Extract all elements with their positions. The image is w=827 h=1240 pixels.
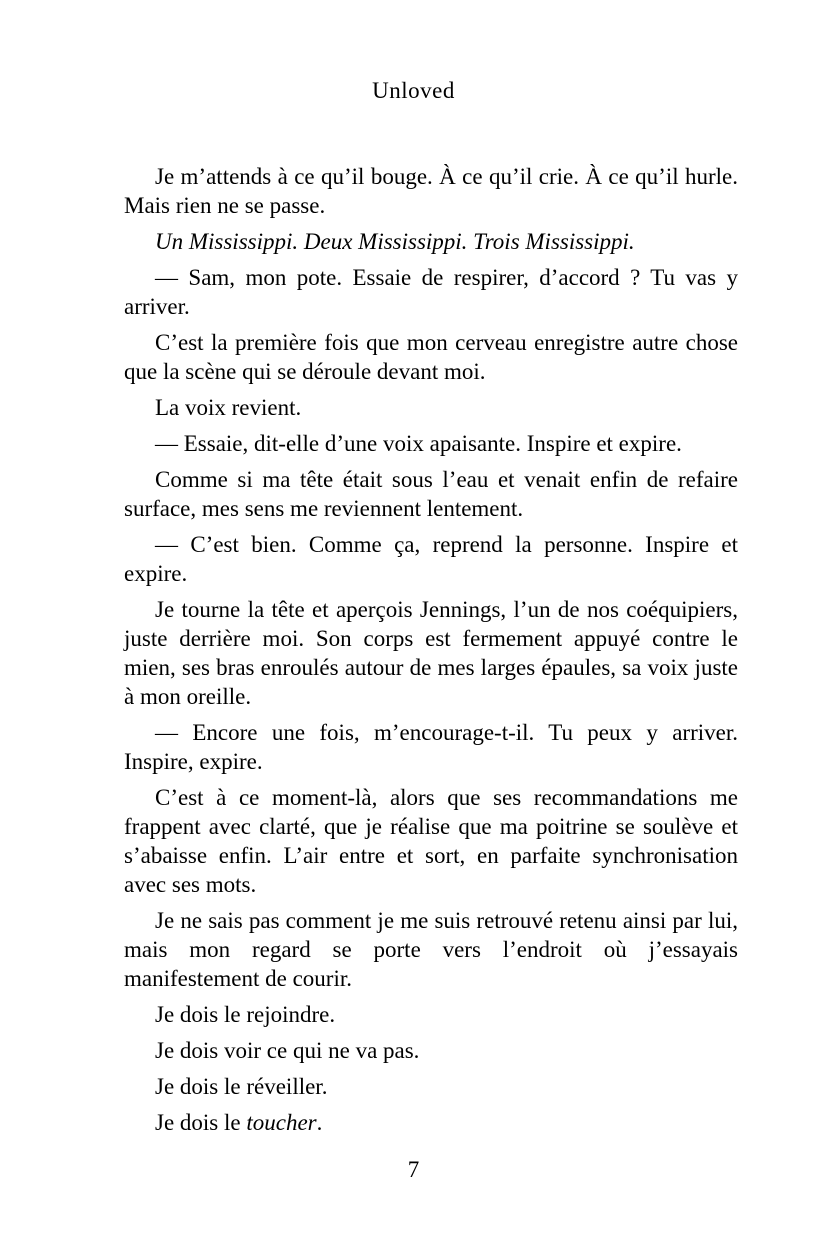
italic-text: toucher: [246, 1110, 317, 1135]
paragraph: — Essaie, dit-elle d’une voix apaisante. Inspire et expire.: [155, 431, 682, 456]
paragraph: [124, 1108, 738, 1137]
paragraph: — Sam, mon pote. Essaie de respirer, d’accord ? Tu vas y arriver.: [124, 265, 738, 319]
paragraph: Je ne sais pas comment je me suis retrouvé retenu ainsi par lui, mais mon regard se porte vers l’endroit où j’essayais manifestement de courir.: [124, 908, 738, 991]
running-header-title: Unloved: [372, 78, 455, 103]
paragraph: Je m’attends à ce qu’il bouge. À ce qu’il crie. À ce qu’il hurle. Mais rien ne se passe.: [124, 164, 738, 218]
paragraph: C’est la première fois que mon cerveau enregistre autre chose que la scène qui se déroule devant moi.: [124, 330, 738, 384]
paragraph: — C’est bien. Comme ça, reprend la personne. Inspire et expire.: [124, 532, 738, 586]
paragraph-italic: [124, 227, 738, 256]
paragraph: — Encore une fois, m’encourage-t-il. Tu peux y arriver. Inspire, expire.: [124, 720, 738, 774]
page-number: 7: [407, 1157, 420, 1182]
text-run: .: [316, 1110, 323, 1135]
paragraph: C’est à ce moment-là, alors que ses recommandations me frappent avec clarté, que je réalise que ma poitrine se soulève et s’abaisse enfin. L’air entre et sort, en parfaite synchronisation avec ses mots.: [124, 785, 738, 897]
paragraph: Je dois le rejoindre.: [155, 1002, 336, 1027]
italic-text: Un Mississippi. Deux Mississippi. Trois Mississippi.: [155, 229, 635, 254]
paragraph: La voix revient.: [155, 395, 302, 420]
text-run: Je dois le: [155, 1110, 247, 1135]
paragraph: Je tourne la tête et aperçois Jennings, l’un de nos coéquipiers, juste derrière moi. Son corps est fermement appuyé contre le mien, ses bras enroulés autour de mes larges épaules, sa voix juste à mon oreille.: [124, 597, 738, 709]
paragraph: Comme si ma tête était sous l’eau et venait enfin de refaire surface, mes sens me reviennent lentement.: [124, 467, 738, 521]
paragraph: Je dois le réveiller.: [155, 1074, 328, 1099]
body-text: [124, 162, 738, 1144]
paragraph: Je dois voir ce qui ne va pas.: [155, 1038, 420, 1063]
